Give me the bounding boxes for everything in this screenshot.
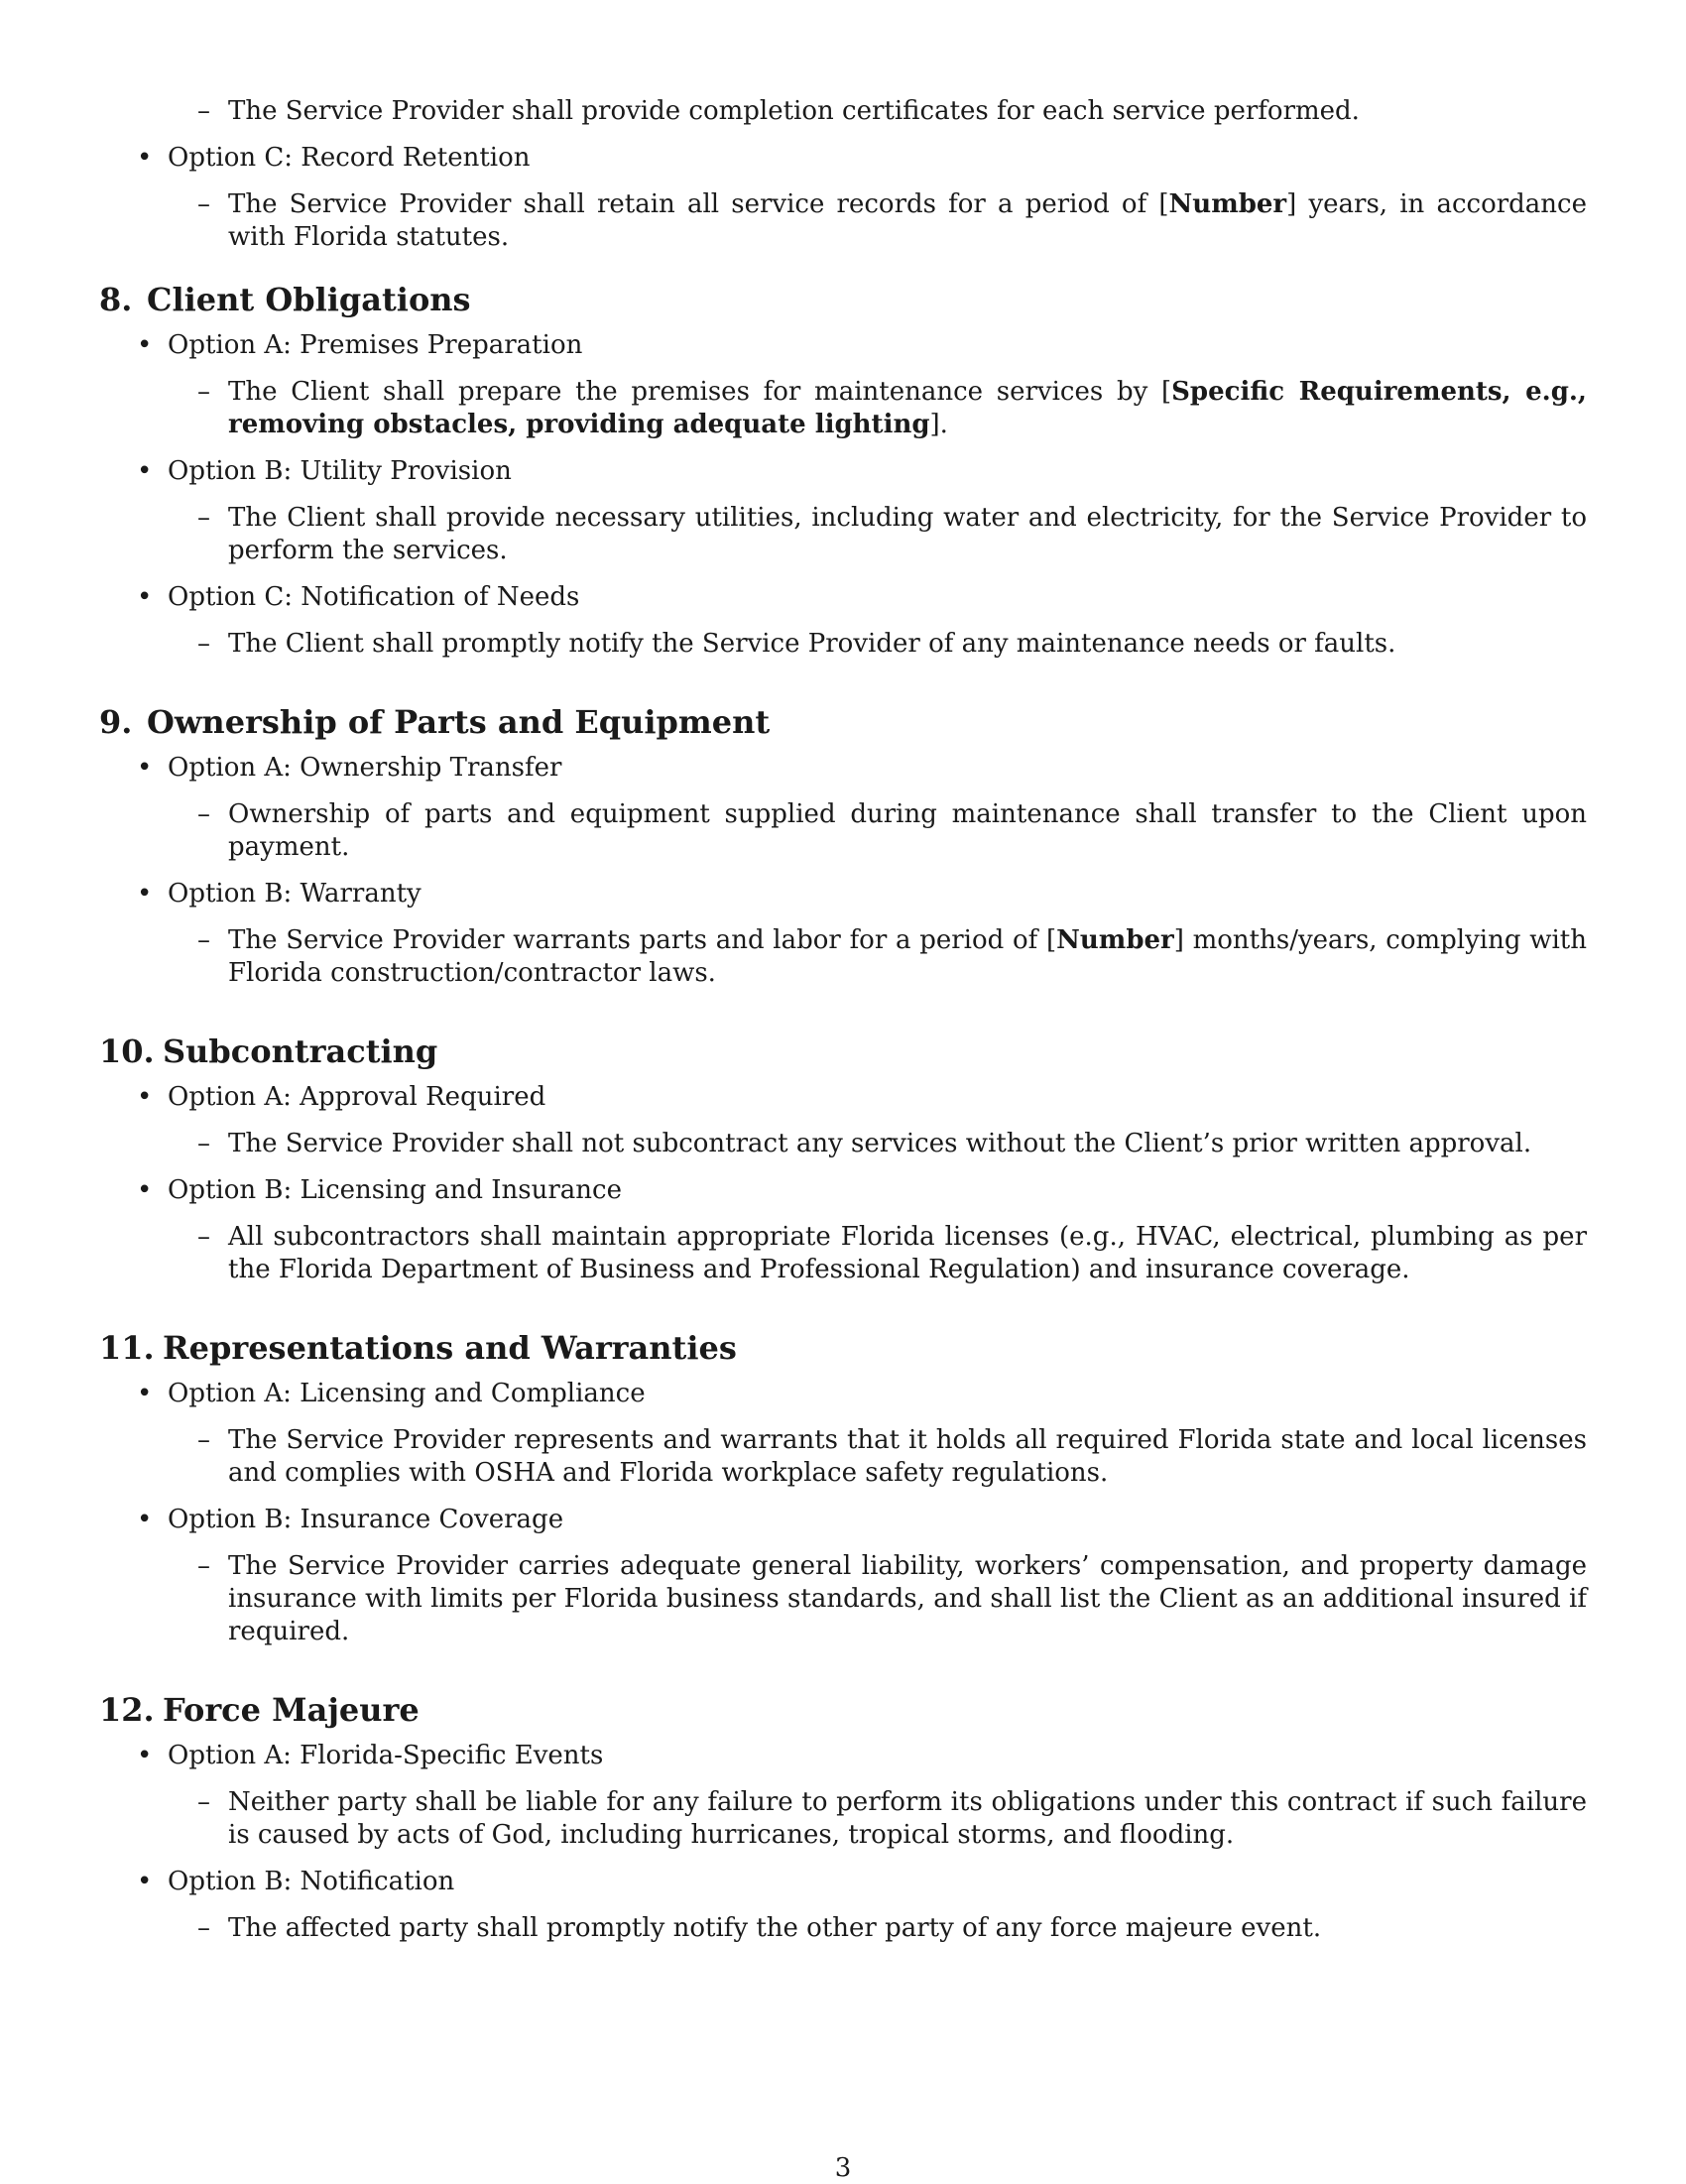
option-item (99, 1866, 1587, 1945)
sub-item-text: All subcontractors shall maintain appropriate Florida licenses (e.g., HVAC, electrical, plumbing as per the Florida Department of Business and Professional Regulation) and insurance coverage. (228, 1222, 1587, 1284)
section-number: 9. (99, 703, 133, 741)
option-heading (99, 455, 1587, 488)
option-heading (99, 1740, 1587, 1772)
option-heading (99, 1174, 1587, 1207)
bullet-marker: • (137, 1175, 153, 1205)
sub-item (99, 628, 1587, 661)
section-heading (99, 280, 1587, 319)
bullet-marker: • (137, 879, 153, 909)
sub-list (99, 1786, 1587, 1852)
sub-list (99, 1128, 1587, 1160)
option-list (99, 1740, 1587, 1945)
option-label: Option B: Licensing and Insurance (168, 1175, 622, 1205)
option-item (99, 1174, 1587, 1286)
option-label: Option A: Florida-Specific Events (168, 1741, 604, 1770)
sub-item (99, 188, 1587, 254)
dash-marker: – (197, 1913, 210, 1943)
dash-marker: – (197, 629, 210, 659)
option-label: Option A: Premises Preparation (168, 330, 583, 360)
sub-item-text: Ownership of parts and equipment supplied during maintenance shall transfer to the Client upon payment. (228, 799, 1587, 862)
section-number: 10. (99, 1032, 155, 1070)
sub-list (99, 1912, 1587, 1945)
bullet-marker: • (137, 1082, 153, 1112)
section-number: 11. (99, 1329, 155, 1367)
sub-item (99, 1221, 1587, 1286)
sub-item-text: The Service Provider shall provide completion certificates for each service performed. (228, 96, 1360, 126)
placeholder-field: Number (1056, 925, 1174, 955)
option-label: Option C: Record Retention (168, 143, 531, 173)
section-subcontracting (99, 1031, 1587, 1286)
section-representations-warranties (99, 1328, 1587, 1648)
option-heading (99, 1504, 1587, 1536)
section-title: Ownership of Parts and Equipment (147, 703, 771, 741)
page-number: 3 (834, 2153, 852, 2183)
sub-list (99, 95, 1587, 128)
sub-item (99, 502, 1587, 567)
continued-options (99, 95, 1587, 254)
sub-list (99, 1550, 1587, 1648)
sub-item-text: The Service Provider shall not subcontract any services without the Client’s prior written approval. (228, 1129, 1532, 1158)
sub-item (99, 798, 1587, 864)
option-heading (99, 1866, 1587, 1898)
section-force-majeure (99, 1690, 1587, 1945)
option-label: Option B: Utility Provision (168, 456, 512, 486)
sub-item-text: The Service Provider represents and warrants that it holds all required Florida state and local licenses and complies with OSHA and Florida workplace safety regulations. (228, 1425, 1587, 1488)
section-heading (99, 1690, 1587, 1730)
bullet-marker: • (137, 330, 153, 360)
option-list (99, 752, 1587, 990)
placeholder-field: Number (1168, 189, 1287, 219)
section-number: 8. (99, 281, 133, 318)
dash-marker: – (197, 377, 210, 407)
sub-item-text: The affected party shall promptly notify the other party of any force majeure event. (228, 1913, 1322, 1943)
sub-item-text-end: ]. (929, 410, 948, 439)
section-title: Force Majeure (163, 1691, 420, 1729)
dash-marker: – (197, 1425, 210, 1455)
option-list (99, 1081, 1587, 1286)
bullet-marker: • (137, 1379, 153, 1408)
dash-marker: – (197, 1787, 210, 1817)
option-item (99, 581, 1587, 661)
option-item (99, 455, 1587, 567)
dash-marker: – (197, 799, 210, 829)
option-item (99, 878, 1587, 990)
dash-marker: – (197, 96, 210, 126)
sub-item (99, 1424, 1587, 1490)
bullet-marker: • (137, 582, 153, 612)
option-label: Option A: Ownership Transfer (168, 753, 562, 783)
dash-marker: – (197, 189, 210, 219)
option-heading (99, 581, 1587, 614)
option-heading (99, 329, 1587, 362)
option-list (99, 1378, 1587, 1648)
section-heading (99, 1328, 1587, 1368)
sub-item (99, 1786, 1587, 1852)
section-title: Subcontracting (163, 1032, 438, 1070)
option-heading (99, 142, 1587, 175)
option-item (99, 329, 1587, 441)
section-title: Representations and Warranties (163, 1329, 737, 1367)
option-heading (99, 1378, 1587, 1410)
option-label: Option B: Notification (168, 1867, 455, 1896)
option-list (99, 329, 1587, 661)
sub-item-text-end: ] months/years, complying with Florida construction/contractor laws. (228, 925, 1587, 988)
sub-item-text: The Client shall promptly notify the Service Provider of any maintenance needs or faults. (228, 629, 1396, 659)
sub-item (99, 1128, 1587, 1160)
bullet-marker: • (137, 456, 153, 486)
document-page (99, 95, 1587, 1959)
option-heading (99, 878, 1587, 910)
sub-item-text-start: The Service Provider shall retain all service records for a period of [ (228, 189, 1169, 219)
section-heading (99, 1031, 1587, 1071)
dash-marker: – (197, 503, 210, 533)
option-label: Option A: Approval Required (168, 1082, 546, 1112)
bullet-marker: • (137, 1867, 153, 1896)
option-label: Option C: Notification of Needs (168, 582, 580, 612)
sub-list (99, 628, 1587, 661)
option-list (99, 142, 1587, 254)
sub-item (99, 1550, 1587, 1648)
dash-marker: – (197, 1222, 210, 1252)
sub-list (99, 376, 1587, 441)
dash-marker: – (197, 1129, 210, 1158)
option-label: Option B: Insurance Coverage (168, 1505, 564, 1534)
section-client-obligations (99, 280, 1587, 661)
sub-item-text-end: ] years, in accordance with Florida statutes. (228, 189, 1588, 252)
section-title: Client Obligations (147, 281, 471, 318)
section-ownership-of-parts (99, 702, 1587, 990)
sub-list (99, 924, 1587, 990)
sub-item-text: Neither party shall be liable for any failure to perform its obligations under this contract if such failure is caused by acts of God, including hurricanes, tropical storms, and flooding. (228, 1787, 1587, 1850)
option-item (99, 1378, 1587, 1490)
sub-list (99, 798, 1587, 864)
dash-marker: – (197, 925, 210, 955)
option-item (99, 142, 1587, 254)
option-heading (99, 752, 1587, 785)
sub-item (99, 924, 1587, 990)
dash-marker: – (197, 1551, 210, 1581)
bullet-marker: • (137, 753, 153, 783)
sub-item (99, 1912, 1587, 1945)
sub-item-text: The Service Provider carries adequate general liability, workers’ compensation, and property damage insurance with limits per Florida business standards, and shall list the Client as an additional insured if required. (228, 1551, 1587, 1646)
sub-item-text: The Client shall provide necessary utilities, including water and electricity, for the Service Provider to perform the services. (228, 503, 1587, 565)
sub-item-text-start: The Client shall prepare the premises for maintenance services by [ (228, 377, 1172, 407)
placeholder-field: Specific Requirements, e.g., removing obstacles, providing adequate lighting (228, 377, 1587, 439)
bullet-marker: • (137, 1505, 153, 1534)
option-item (99, 1504, 1587, 1648)
sub-item (99, 376, 1587, 441)
option-item (99, 752, 1587, 864)
section-number: 12. (99, 1691, 155, 1729)
option-item (99, 1740, 1587, 1852)
sub-item-text-start: The Service Provider warrants parts and labor for a period of [ (228, 925, 1057, 955)
option-item (99, 1081, 1587, 1160)
sub-list (99, 188, 1587, 254)
section-heading (99, 702, 1587, 742)
option-label: Option A: Licensing and Compliance (168, 1379, 646, 1408)
bullet-marker: • (137, 143, 153, 173)
sub-list (99, 1221, 1587, 1286)
option-label: Option B: Warranty (168, 879, 422, 909)
bullet-marker: • (137, 1741, 153, 1770)
sub-list (99, 502, 1587, 567)
sub-item (99, 95, 1587, 128)
option-heading (99, 1081, 1587, 1114)
sub-list (99, 1424, 1587, 1490)
